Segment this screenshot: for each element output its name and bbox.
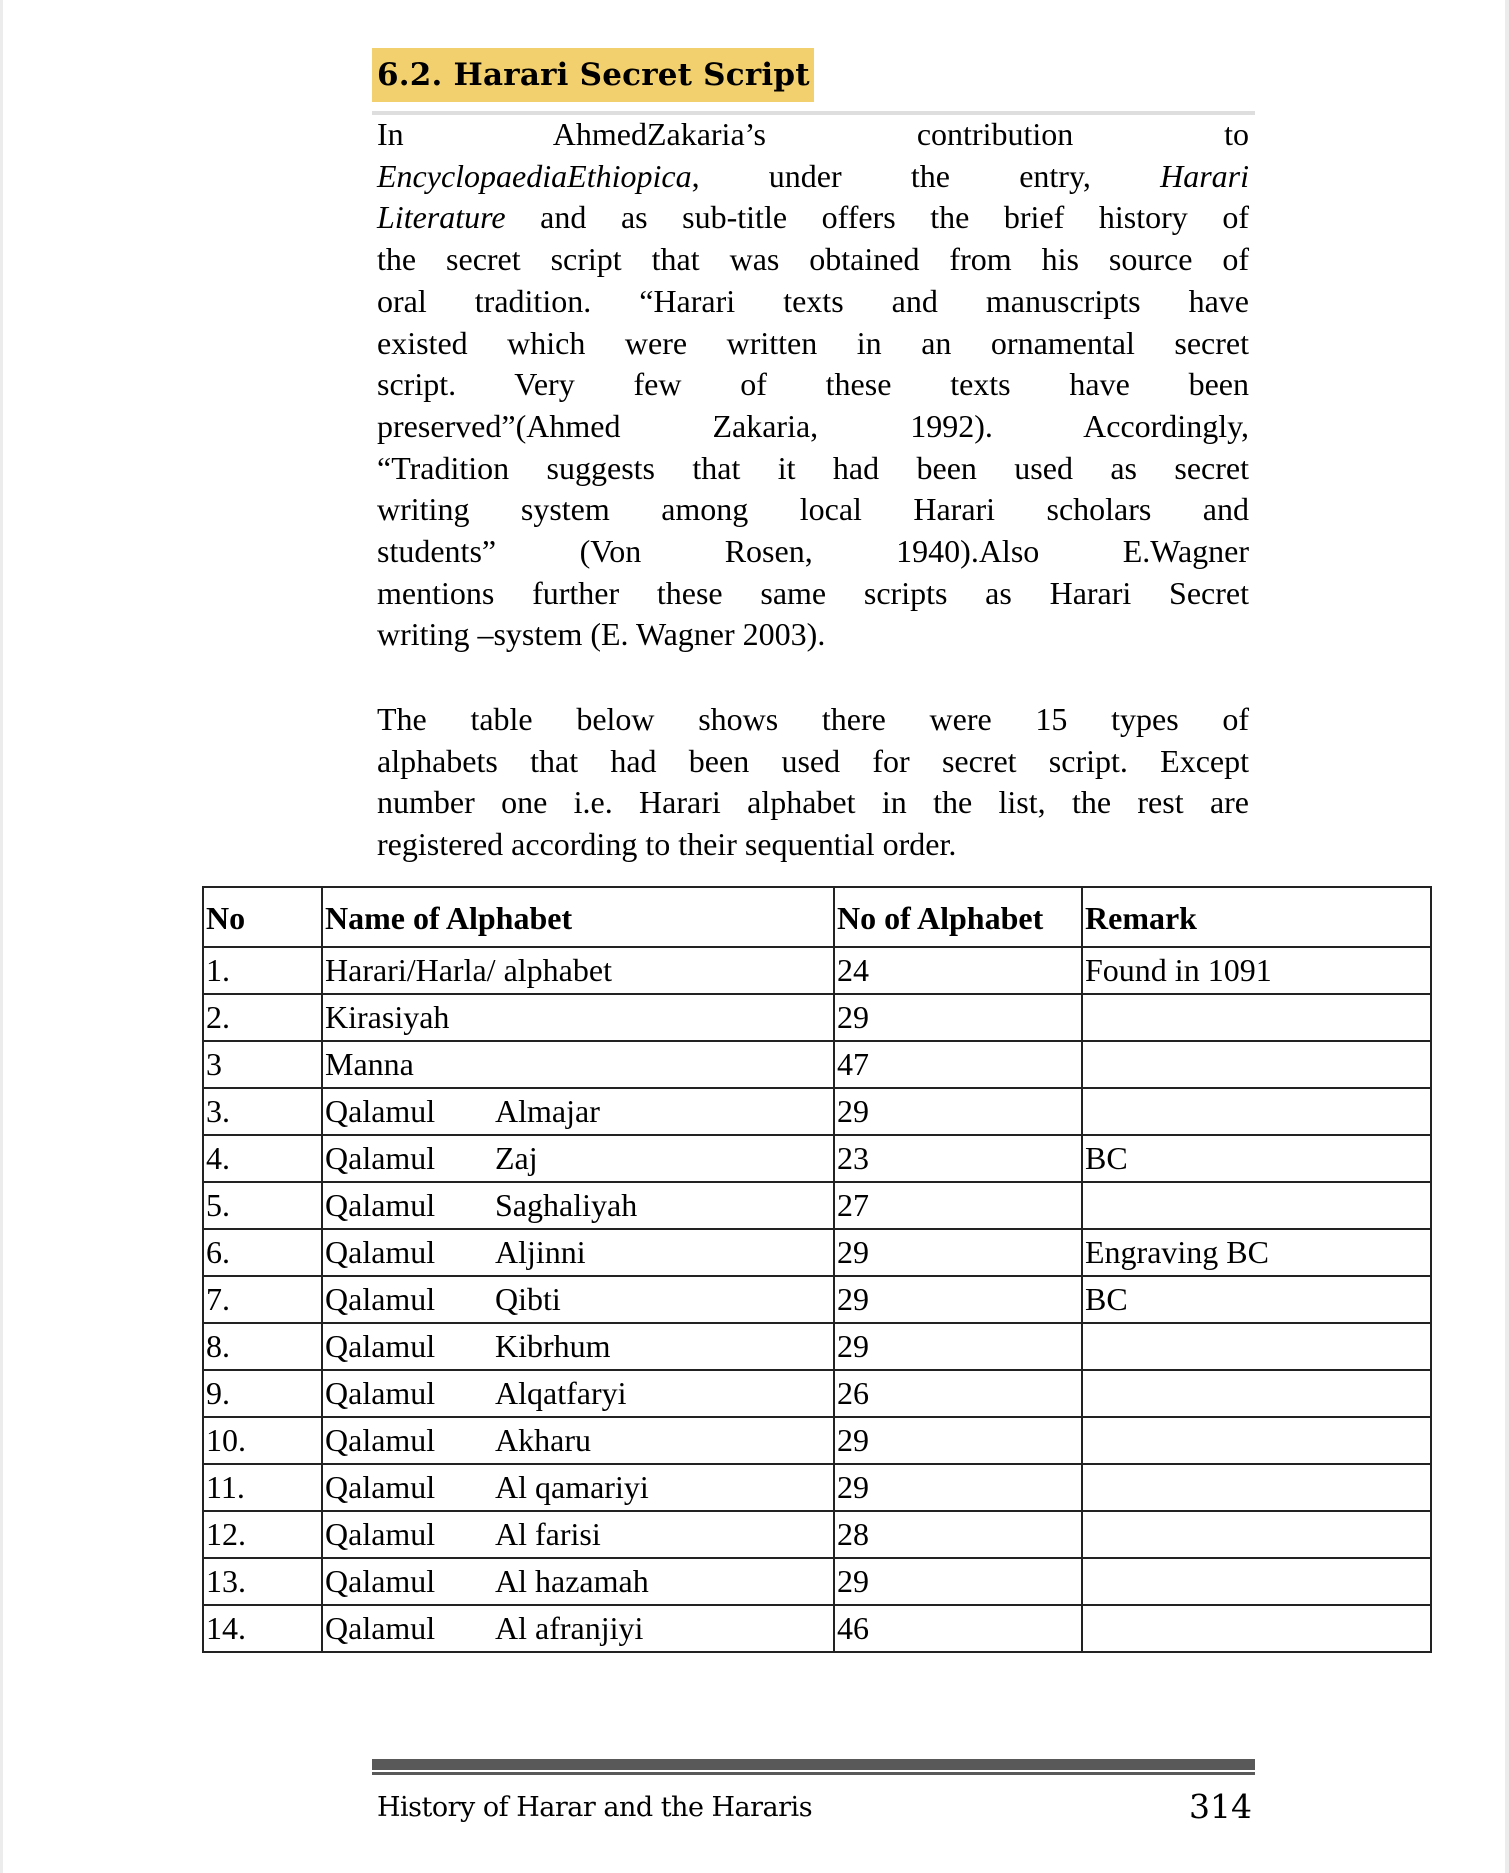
table-row [203,1605,1431,1652]
cell-name [322,1511,834,1558]
name-prefix: Qalamul [325,1610,436,1646]
text-line: mentions further these same scripts as Harari Secret [377,574,1249,611]
name-suffix: Qibti [495,1281,561,1317]
name-prefix: Qalamul [325,1281,436,1317]
name-suffix: Al afranjiyi [495,1610,644,1646]
cell-no: 5. [203,1182,322,1229]
table-row [203,1323,1431,1370]
cell-count: 46 [834,1605,1082,1652]
cell-count: 27 [834,1182,1082,1229]
text-run: and as sub-title offers the brief history of [505,199,1249,236]
text-line: writing system among local Harari scholars and [377,491,1249,528]
text-line: “Tradition suggests that it had been used as secret [377,449,1249,486]
table-row [203,994,1431,1041]
text-line: The table below shows there were 15 types of [377,701,1249,737]
text-line: registered according to their sequential order. [377,826,957,863]
text-run: , under the entry, [691,157,1161,194]
italic-title: Literature [377,199,506,236]
text-line: In AhmedZakaria’s contribution to [377,116,1249,152]
name-prefix: Qalamul [325,1093,436,1129]
table-row [203,1041,1431,1088]
table-row [203,1229,1431,1276]
text-line: existed which were written in an ornamental secret [377,324,1249,361]
table-row [203,947,1431,994]
name-prefix: Qalamul [325,1422,436,1458]
header-no: No [203,887,322,947]
cell-name [322,1182,834,1229]
text-line: the secret script that was obtained from his source of [377,241,1249,278]
name-prefix: Qalamul [325,1234,436,1270]
name-suffix: Alqatfaryi [495,1375,627,1411]
cell-remark [1082,1088,1431,1135]
text-line: preserved”(Ahmed Zakaria, 1992). Accordingly, [377,407,1249,444]
paragraph-intro [377,114,1249,656]
text-line: number one i.e. Harari alphabet in the list, the rest are [377,784,1249,821]
cell-count: 26 [834,1370,1082,1417]
name-suffix: Saghaliyah [495,1187,638,1223]
name-prefix: Qalamul [325,1328,436,1364]
footer-rule-thin [372,1772,1255,1775]
name-suffix: Kibrhum [495,1328,611,1364]
text-line: script. Very few of these texts have been [377,366,1249,403]
cell-no: 6. [203,1229,322,1276]
table-row [203,1088,1431,1135]
cell-remark: BC [1082,1135,1431,1182]
cell-count: 29 [834,1229,1082,1276]
name-suffix: Akharu [495,1422,591,1458]
cell-name [322,1276,834,1323]
name-suffix: Al qamariyi [495,1469,649,1505]
name-full: Kirasiyah [325,999,450,1035]
cell-no: 11. [203,1464,322,1511]
cell-count: 29 [834,1088,1082,1135]
cell-name [322,994,834,1041]
cell-count: 28 [834,1511,1082,1558]
paragraph-table-intro [377,699,1249,866]
cell-no: 10. [203,1417,322,1464]
cell-name [322,947,834,994]
cell-name [322,1417,834,1464]
cell-no: 13. [203,1558,322,1605]
header-count: No of Alphabet [834,887,1082,947]
cell-count: 29 [834,1323,1082,1370]
name-full: Harari/Harla/ alphabet [325,952,612,988]
name-prefix: Qalamul [325,1469,436,1505]
cell-remark [1082,1605,1431,1652]
cell-no: 3. [203,1088,322,1135]
cell-count: 47 [834,1041,1082,1088]
cell-name [322,1370,834,1417]
cell-no: 1. [203,947,322,994]
cell-no: 8. [203,1323,322,1370]
cell-name [322,1229,834,1276]
cell-count: 29 [834,1417,1082,1464]
cell-name [322,1041,834,1088]
table-header-row [203,887,1431,947]
name-prefix: Qalamul [325,1563,436,1599]
cell-remark: Engraving BC [1082,1229,1431,1276]
text-line: alphabets that had been used for secret script. Except [377,742,1249,779]
cell-count: 29 [834,994,1082,1041]
name-suffix: Al hazamah [495,1563,649,1599]
cell-name [322,1558,834,1605]
text-line: students” (Von Rosen, 1940).Also E.Wagner [377,533,1249,570]
name-suffix: Zaj [495,1140,538,1176]
page-edge-right [1505,0,1509,1873]
cell-name [322,1088,834,1135]
cell-remark [1082,1511,1431,1558]
cell-remark [1082,1370,1431,1417]
table-row [203,1182,1431,1229]
name-prefix: Qalamul [325,1516,436,1552]
cell-no: 3 [203,1041,322,1088]
text-line: oral tradition. “Harari texts and manuscripts have [377,282,1249,319]
cell-remark [1082,1464,1431,1511]
cell-count: 23 [834,1135,1082,1182]
table-row [203,1511,1431,1558]
table-row [203,1417,1431,1464]
cell-name [322,1323,834,1370]
cell-count: 24 [834,947,1082,994]
name-prefix: Qalamul [325,1375,436,1411]
cell-name [322,1605,834,1652]
section-heading: 6.2. Harari Secret Script [372,48,814,102]
name-full: Manna [325,1046,414,1082]
cell-no: 2. [203,994,322,1041]
text-line [377,197,1249,239]
name-prefix: Qalamul [325,1140,436,1176]
table-row [203,1464,1431,1511]
page-number: 314 [1189,1787,1252,1826]
italic-title: EncyclopaediaEthiopica [377,157,692,194]
cell-name [322,1135,834,1182]
cell-no: 12. [203,1511,322,1558]
cell-count: 29 [834,1276,1082,1323]
text-line [377,156,1249,198]
table-row [203,1276,1431,1323]
cell-remark [1082,994,1431,1041]
alphabet-table [202,886,1432,1653]
name-prefix: Qalamul [325,1187,436,1223]
header-name: Name of Alphabet [322,887,834,947]
page-edge-left [0,0,3,1873]
name-suffix: Al farisi [495,1516,601,1552]
name-suffix: Aljinni [495,1234,586,1270]
table-row [203,1558,1431,1605]
italic-title: Harari [1160,157,1249,194]
text-line: writing –system (E. Wagner 2003). [377,616,826,653]
name-suffix: Almajar [495,1093,600,1129]
cell-remark [1082,1041,1431,1088]
table-row [203,1135,1431,1182]
cell-name [322,1464,834,1511]
cell-no: 4. [203,1135,322,1182]
cell-remark [1082,1323,1431,1370]
cell-remark: Found in 1091 [1082,947,1431,994]
cell-remark: BC [1082,1276,1431,1323]
cell-no: 14. [203,1605,322,1652]
cell-no: 7. [203,1276,322,1323]
cell-remark [1082,1182,1431,1229]
cell-count: 29 [834,1464,1082,1511]
footer-rule-thick [372,1759,1255,1770]
cell-count: 29 [834,1558,1082,1605]
header-remark: Remark [1082,887,1431,947]
table-row [203,1370,1431,1417]
running-footer-title: History of Harar and the Hararis [377,1792,813,1823]
cell-remark [1082,1417,1431,1464]
cell-no: 9. [203,1370,322,1417]
cell-remark [1082,1558,1431,1605]
